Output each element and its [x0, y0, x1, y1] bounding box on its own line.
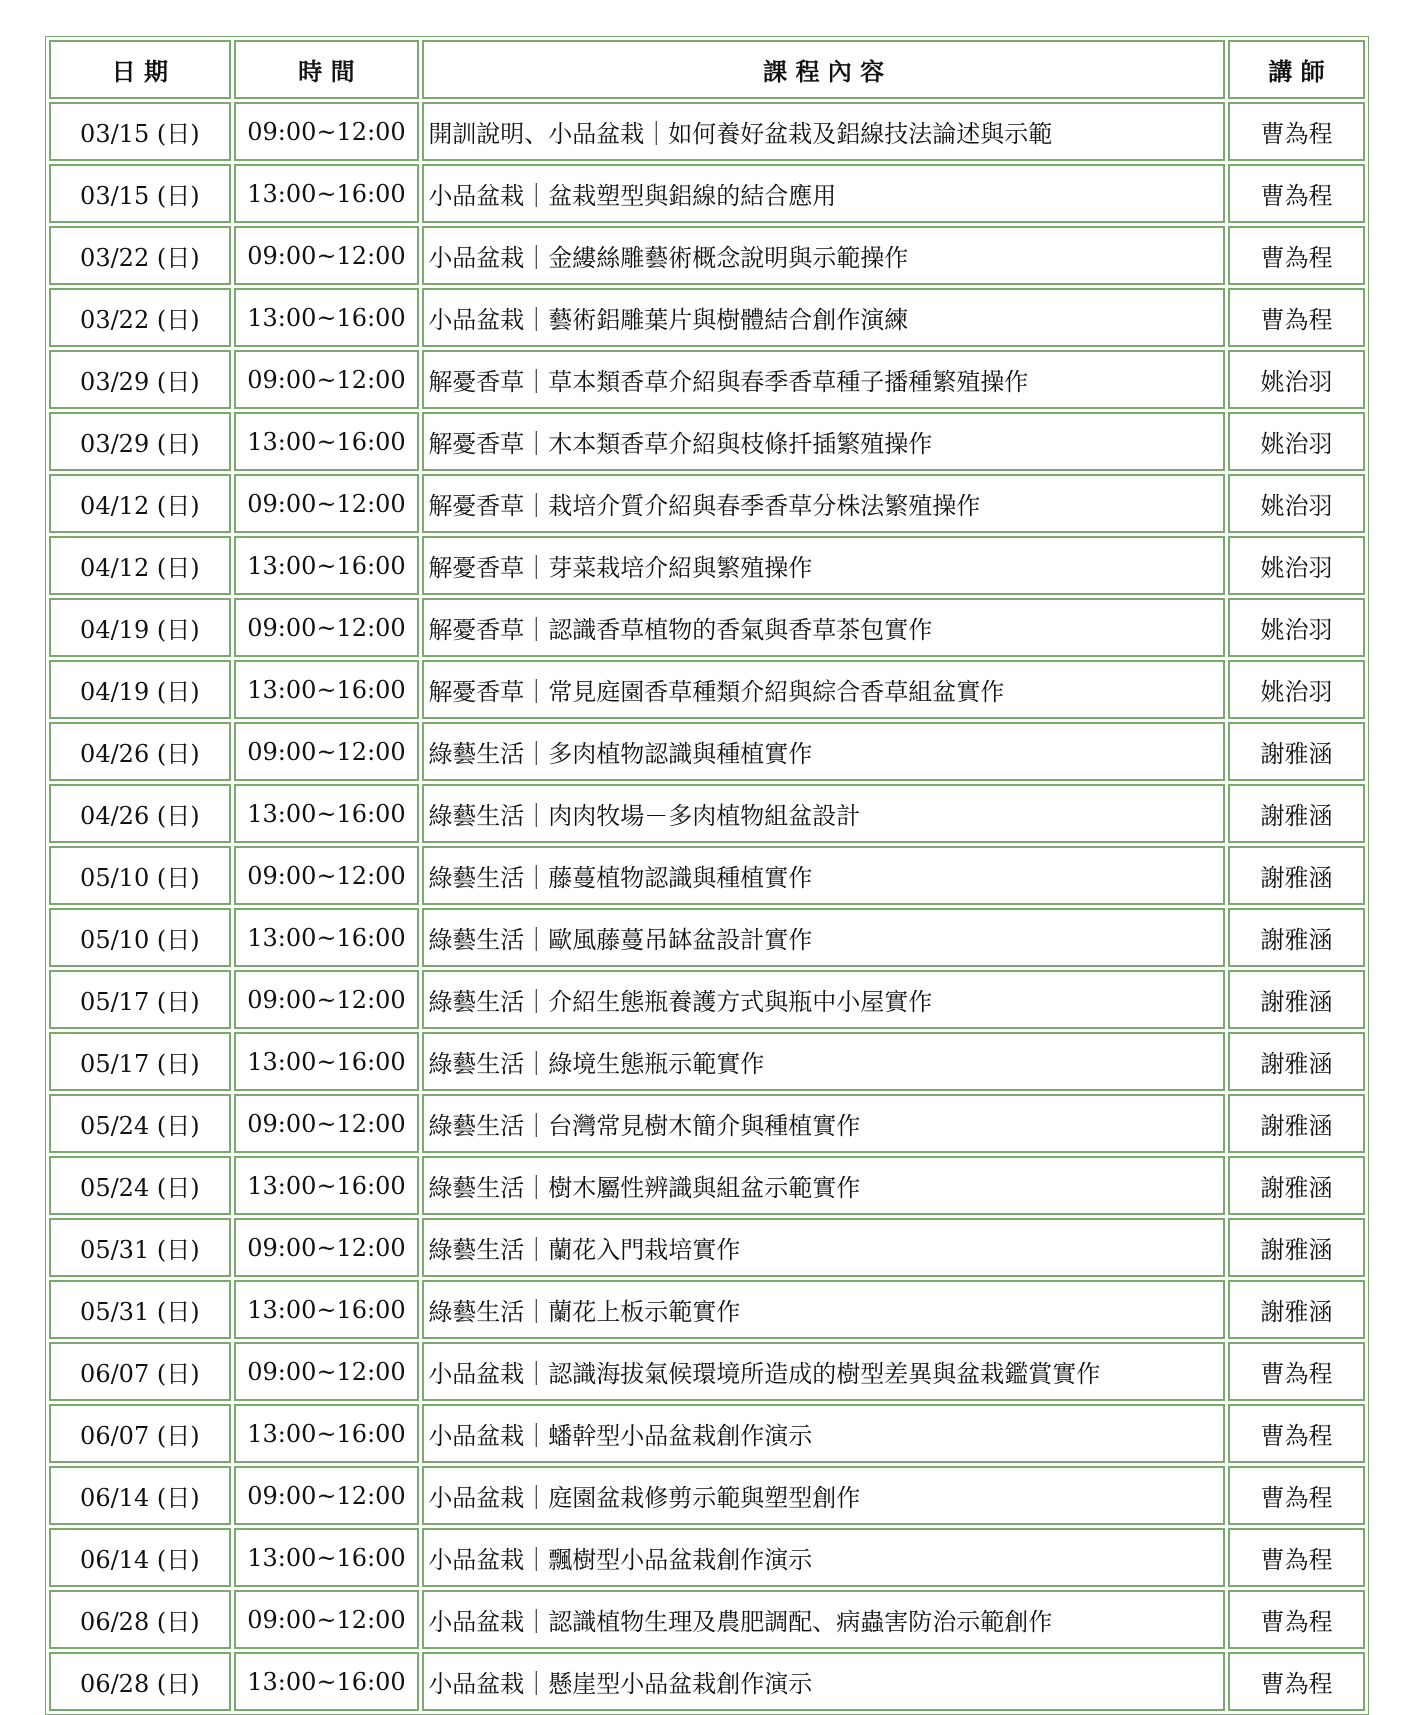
- cell-content: 小品盆栽｜認識植物生理及農肥調配、病蟲害防治示範創作: [422, 1590, 1225, 1649]
- cell-content: 開訓說明、小品盆栽｜如何養好盆栽及鋁線技法論述與示範: [422, 102, 1225, 161]
- table-row: [49, 722, 1365, 781]
- cell-content: 小品盆栽｜認識海拔氣候環境所造成的樹型差異與盆栽鑑賞實作: [422, 1342, 1225, 1401]
- header-teacher: 講 師: [1228, 40, 1365, 99]
- cell-time: 13:00~16:00: [234, 1032, 420, 1091]
- cell-content: 綠藝生活｜介紹生態瓶養護方式與瓶中小屋實作: [422, 970, 1225, 1029]
- cell-date: 06/28 (日): [49, 1652, 231, 1711]
- cell-date: 03/15 (日): [49, 102, 231, 161]
- cell-content: 綠藝生活｜歐風藤蔓吊缽盆設計實作: [422, 908, 1225, 967]
- cell-content: 小品盆栽｜飄樹型小品盆栽創作演示: [422, 1528, 1225, 1587]
- cell-time: 09:00~12:00: [234, 846, 420, 905]
- cell-teacher: 姚治羽: [1228, 412, 1365, 471]
- cell-date: 05/10 (日): [49, 908, 231, 967]
- cell-time: 13:00~16:00: [234, 908, 420, 967]
- table-row: [49, 164, 1365, 223]
- cell-teacher: 姚治羽: [1228, 536, 1365, 595]
- cell-content: 解憂香草｜常見庭園香草種類介紹與綜合香草組盆實作: [422, 660, 1225, 719]
- cell-teacher: 曹為程: [1228, 102, 1365, 161]
- cell-content: 小品盆栽｜庭園盆栽修剪示範與塑型創作: [422, 1466, 1225, 1525]
- cell-date: 03/29 (日): [49, 350, 231, 409]
- cell-date: 04/26 (日): [49, 784, 231, 843]
- cell-teacher: 曹為程: [1228, 1590, 1365, 1649]
- cell-date: 06/14 (日): [49, 1528, 231, 1587]
- cell-date: 04/19 (日): [49, 660, 231, 719]
- cell-content: 綠藝生活｜肉肉牧場－多肉植物組盆設計: [422, 784, 1225, 843]
- cell-date: 05/17 (日): [49, 970, 231, 1029]
- table-row: [49, 288, 1365, 347]
- cell-time: 13:00~16:00: [234, 1280, 420, 1339]
- table-row: [49, 1590, 1365, 1649]
- cell-time: 09:00~12:00: [234, 350, 420, 409]
- table-row: [49, 536, 1365, 595]
- table-header: [49, 40, 1365, 99]
- cell-time: 13:00~16:00: [234, 1652, 420, 1711]
- cell-date: 06/28 (日): [49, 1590, 231, 1649]
- cell-date: 04/26 (日): [49, 722, 231, 781]
- cell-teacher: 曹為程: [1228, 1342, 1365, 1401]
- table-row: [49, 1280, 1365, 1339]
- cell-time: 09:00~12:00: [234, 598, 420, 657]
- cell-time: 13:00~16:00: [234, 1156, 420, 1215]
- cell-teacher: 曹為程: [1228, 1466, 1365, 1525]
- table-row: [49, 1218, 1365, 1277]
- table-row: [49, 350, 1365, 409]
- table-row: [49, 102, 1365, 161]
- cell-teacher: 謝雅涵: [1228, 1280, 1365, 1339]
- table-row: [49, 970, 1365, 1029]
- cell-teacher: 姚治羽: [1228, 474, 1365, 533]
- cell-content: 解憂香草｜草本類香草介紹與春季香草種子播種繁殖操作: [422, 350, 1225, 409]
- cell-teacher: 謝雅涵: [1228, 722, 1365, 781]
- cell-teacher: 謝雅涵: [1228, 1094, 1365, 1153]
- header-row: [49, 40, 1365, 99]
- cell-content: 小品盆栽｜盆栽塑型與鋁線的結合應用: [422, 164, 1225, 223]
- cell-teacher: 謝雅涵: [1228, 1032, 1365, 1091]
- cell-time: 13:00~16:00: [234, 536, 420, 595]
- cell-time: 09:00~12:00: [234, 474, 420, 533]
- cell-time: 13:00~16:00: [234, 784, 420, 843]
- cell-date: 03/22 (日): [49, 226, 231, 285]
- cell-teacher: 謝雅涵: [1228, 784, 1365, 843]
- cell-teacher: 曹為程: [1228, 164, 1365, 223]
- cell-date: 05/17 (日): [49, 1032, 231, 1091]
- cell-time: 13:00~16:00: [234, 1528, 420, 1587]
- cell-time: 09:00~12:00: [234, 226, 420, 285]
- cell-teacher: 謝雅涵: [1228, 1156, 1365, 1215]
- cell-time: 09:00~12:00: [234, 1218, 420, 1277]
- cell-time: 13:00~16:00: [234, 288, 420, 347]
- cell-content: 小品盆栽｜金縷絲雕藝術概念說明與示範操作: [422, 226, 1225, 285]
- cell-time: 09:00~12:00: [234, 1094, 420, 1153]
- cell-time: 13:00~16:00: [234, 164, 420, 223]
- cell-time: 09:00~12:00: [234, 722, 420, 781]
- cell-date: 03/15 (日): [49, 164, 231, 223]
- cell-content: 小品盆栽｜藝術鋁雕葉片與樹體結合創作演練: [422, 288, 1225, 347]
- table-row: [49, 1652, 1365, 1711]
- cell-teacher: 曹為程: [1228, 226, 1365, 285]
- cell-teacher: 姚治羽: [1228, 660, 1365, 719]
- table-row: [49, 1094, 1365, 1153]
- cell-content: 綠藝生活｜綠境生態瓶示範實作: [422, 1032, 1225, 1091]
- header-time: 時 間: [234, 40, 420, 99]
- table-row: [49, 1156, 1365, 1215]
- cell-time: 13:00~16:00: [234, 660, 420, 719]
- table-row: [49, 846, 1365, 905]
- cell-teacher: 曹為程: [1228, 1528, 1365, 1587]
- cell-time: 09:00~12:00: [234, 1466, 420, 1525]
- cell-teacher: 姚治羽: [1228, 350, 1365, 409]
- table-row: [49, 1404, 1365, 1463]
- cell-teacher: 謝雅涵: [1228, 846, 1365, 905]
- cell-content: 解憂香草｜認識香草植物的香氣與香草茶包實作: [422, 598, 1225, 657]
- cell-time: 09:00~12:00: [234, 1342, 420, 1401]
- cell-date: 04/12 (日): [49, 474, 231, 533]
- cell-teacher: 曹為程: [1228, 1404, 1365, 1463]
- cell-content: 解憂香草｜栽培介質介紹與春季香草分株法繁殖操作: [422, 474, 1225, 533]
- cell-content: 綠藝生活｜台灣常見樹木簡介與種植實作: [422, 1094, 1225, 1153]
- header-date: 日 期: [49, 40, 231, 99]
- cell-content: 綠藝生活｜蘭花入門栽培實作: [422, 1218, 1225, 1277]
- table-row: [49, 1342, 1365, 1401]
- cell-content: 綠藝生活｜樹木屬性辨識與組盆示範實作: [422, 1156, 1225, 1215]
- cell-content: 解憂香草｜木本類香草介紹與枝條扦插繁殖操作: [422, 412, 1225, 471]
- cell-time: 09:00~12:00: [234, 1590, 420, 1649]
- cell-date: 03/22 (日): [49, 288, 231, 347]
- cell-date: 05/10 (日): [49, 846, 231, 905]
- table-row: [49, 908, 1365, 967]
- cell-content: 小品盆栽｜懸崖型小品盆栽創作演示: [422, 1652, 1225, 1711]
- cell-content: 綠藝生活｜蘭花上板示範實作: [422, 1280, 1225, 1339]
- cell-teacher: 曹為程: [1228, 1652, 1365, 1711]
- cell-time: 09:00~12:00: [234, 970, 420, 1029]
- cell-teacher: 曹為程: [1228, 288, 1365, 347]
- cell-date: 05/24 (日): [49, 1094, 231, 1153]
- table-row: [49, 412, 1365, 471]
- cell-date: 06/07 (日): [49, 1404, 231, 1463]
- cell-time: 09:00~12:00: [234, 102, 420, 161]
- table-row: [49, 660, 1365, 719]
- cell-date: 05/31 (日): [49, 1280, 231, 1339]
- cell-teacher: 謝雅涵: [1228, 1218, 1365, 1277]
- cell-content: 小品盆栽｜蟠幹型小品盆栽創作演示: [422, 1404, 1225, 1463]
- cell-teacher: 姚治羽: [1228, 598, 1365, 657]
- cell-date: 06/07 (日): [49, 1342, 231, 1401]
- header-content: 課 程 內 容: [422, 40, 1225, 99]
- table-row: [49, 598, 1365, 657]
- table-row: [49, 1032, 1365, 1091]
- table-row: [49, 474, 1365, 533]
- cell-content: 綠藝生活｜多肉植物認識與種植實作: [422, 722, 1225, 781]
- table-row: [49, 1466, 1365, 1525]
- cell-teacher: 謝雅涵: [1228, 908, 1365, 967]
- cell-teacher: 謝雅涵: [1228, 970, 1365, 1029]
- cell-date: 06/14 (日): [49, 1466, 231, 1525]
- cell-date: 03/29 (日): [49, 412, 231, 471]
- cell-content: 解憂香草｜芽菜栽培介紹與繁殖操作: [422, 536, 1225, 595]
- cell-date: 04/19 (日): [49, 598, 231, 657]
- course-schedule-table: [45, 36, 1369, 1715]
- table-body: [49, 102, 1365, 1711]
- cell-date: 04/12 (日): [49, 536, 231, 595]
- cell-date: 05/24 (日): [49, 1156, 231, 1215]
- cell-time: 13:00~16:00: [234, 412, 420, 471]
- cell-content: 綠藝生活｜藤蔓植物認識與種植實作: [422, 846, 1225, 905]
- cell-time: 13:00~16:00: [234, 1404, 420, 1463]
- table-row: [49, 226, 1365, 285]
- table-row: [49, 1528, 1365, 1587]
- cell-date: 05/31 (日): [49, 1218, 231, 1277]
- table-row: [49, 784, 1365, 843]
